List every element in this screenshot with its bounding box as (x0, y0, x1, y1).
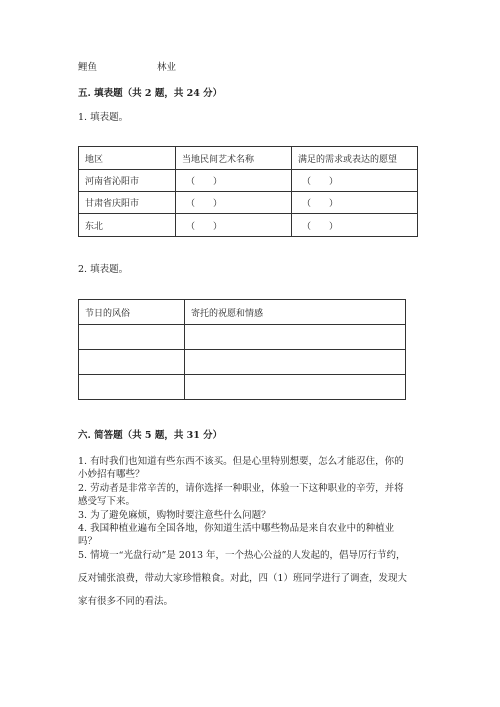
table-row (79, 375, 406, 400)
short-answer-q3-line1: 3. 为了避免麻烦，购物时要注意些什么问题？ (78, 510, 271, 521)
header-blessing: 寄托的祝愿和情感 (185, 300, 406, 325)
table-row (79, 192, 418, 214)
art-name-blank[interactable] (176, 170, 292, 192)
short-answer-q1-line2: 小妙招有哪些？ (78, 469, 145, 480)
short-answer-q4-line1: 4. 我国种植业遍布全国各地，你知道生活中哪些物品是来自农业中的种植业 (78, 523, 395, 534)
table-row (79, 350, 406, 375)
wish-blank[interactable] (292, 170, 418, 192)
short-answer-q4-line2: 吗？ (78, 536, 98, 547)
art-name-blank[interactable] (176, 214, 292, 237)
region-cell: 东北 (79, 214, 176, 237)
header-wish: 满足的需求或表达的愿望 (292, 147, 418, 170)
region-cell: 河南省沁阳市 (79, 170, 176, 192)
custom-blank[interactable] (79, 325, 185, 350)
table-header-row (79, 147, 418, 170)
blank-parens: （ ） (186, 199, 223, 209)
blessing-blank[interactable] (185, 325, 406, 350)
wish-blank[interactable] (292, 192, 418, 214)
short-answer-q2-line2: 感受写下来。 (78, 496, 136, 507)
question-2-label: 2. 填表题。 (78, 264, 129, 275)
option-text-forestry: 林业 (157, 62, 177, 73)
wish-blank[interactable] (292, 214, 418, 237)
header-custom: 节日的风俗 (79, 300, 185, 325)
short-answer-q2-line1: 2. 劳动者是非常辛苦的，请你选择一种职业，体验一下这种职业的辛劳，并将 (78, 483, 404, 494)
short-answer-q5-line1: 5. 情境一“光盘行动”是 2013 年，一个热心公益的人发起的，倡导厉行节约， (78, 550, 406, 561)
region-cell: 甘肃省庆阳市 (79, 192, 176, 214)
blank-parens: （ ） (186, 221, 223, 232)
short-answer-q1-line1: 1. 有时我们也知道有些东西不该买。但是心里特别想要，怎么才能忍住，你的 (78, 456, 404, 467)
blank-parens: （ ） (302, 221, 339, 232)
short-answer-q5-line3: 家有很多不同的看法。 (78, 596, 174, 607)
section-six-heading: 六. 简答题（共 5 题，共 31 分） (78, 430, 223, 441)
art-name-blank[interactable] (176, 192, 292, 214)
section-five-heading: 五. 填表题（共 2 题，共 24 分） (78, 88, 223, 99)
header-region: 地区 (79, 147, 176, 170)
table-header-row (79, 300, 406, 325)
blank-parens: （ ） (302, 177, 339, 187)
table-row (79, 325, 406, 350)
header-art-name: 当地民间艺术名称 (176, 147, 292, 170)
table-festival-customs (78, 299, 406, 400)
custom-blank[interactable] (79, 350, 185, 375)
custom-blank[interactable] (79, 375, 185, 400)
question-1-label: 1. 填表题。 (78, 112, 129, 123)
option-text-carp: 鲤鱼 (78, 62, 98, 73)
table-folk-art (78, 146, 418, 237)
blessing-blank[interactable] (185, 350, 406, 375)
table-row (79, 170, 418, 192)
short-answer-q5-line2: 反对铺张浪费，带动大家珍惜粮食。对此，四（1）班同学进行了调查，发现大 (78, 573, 408, 584)
blessing-blank[interactable] (185, 375, 406, 400)
blank-parens: （ ） (302, 199, 339, 209)
blank-parens: （ ） (186, 177, 223, 187)
table-row (79, 214, 418, 237)
